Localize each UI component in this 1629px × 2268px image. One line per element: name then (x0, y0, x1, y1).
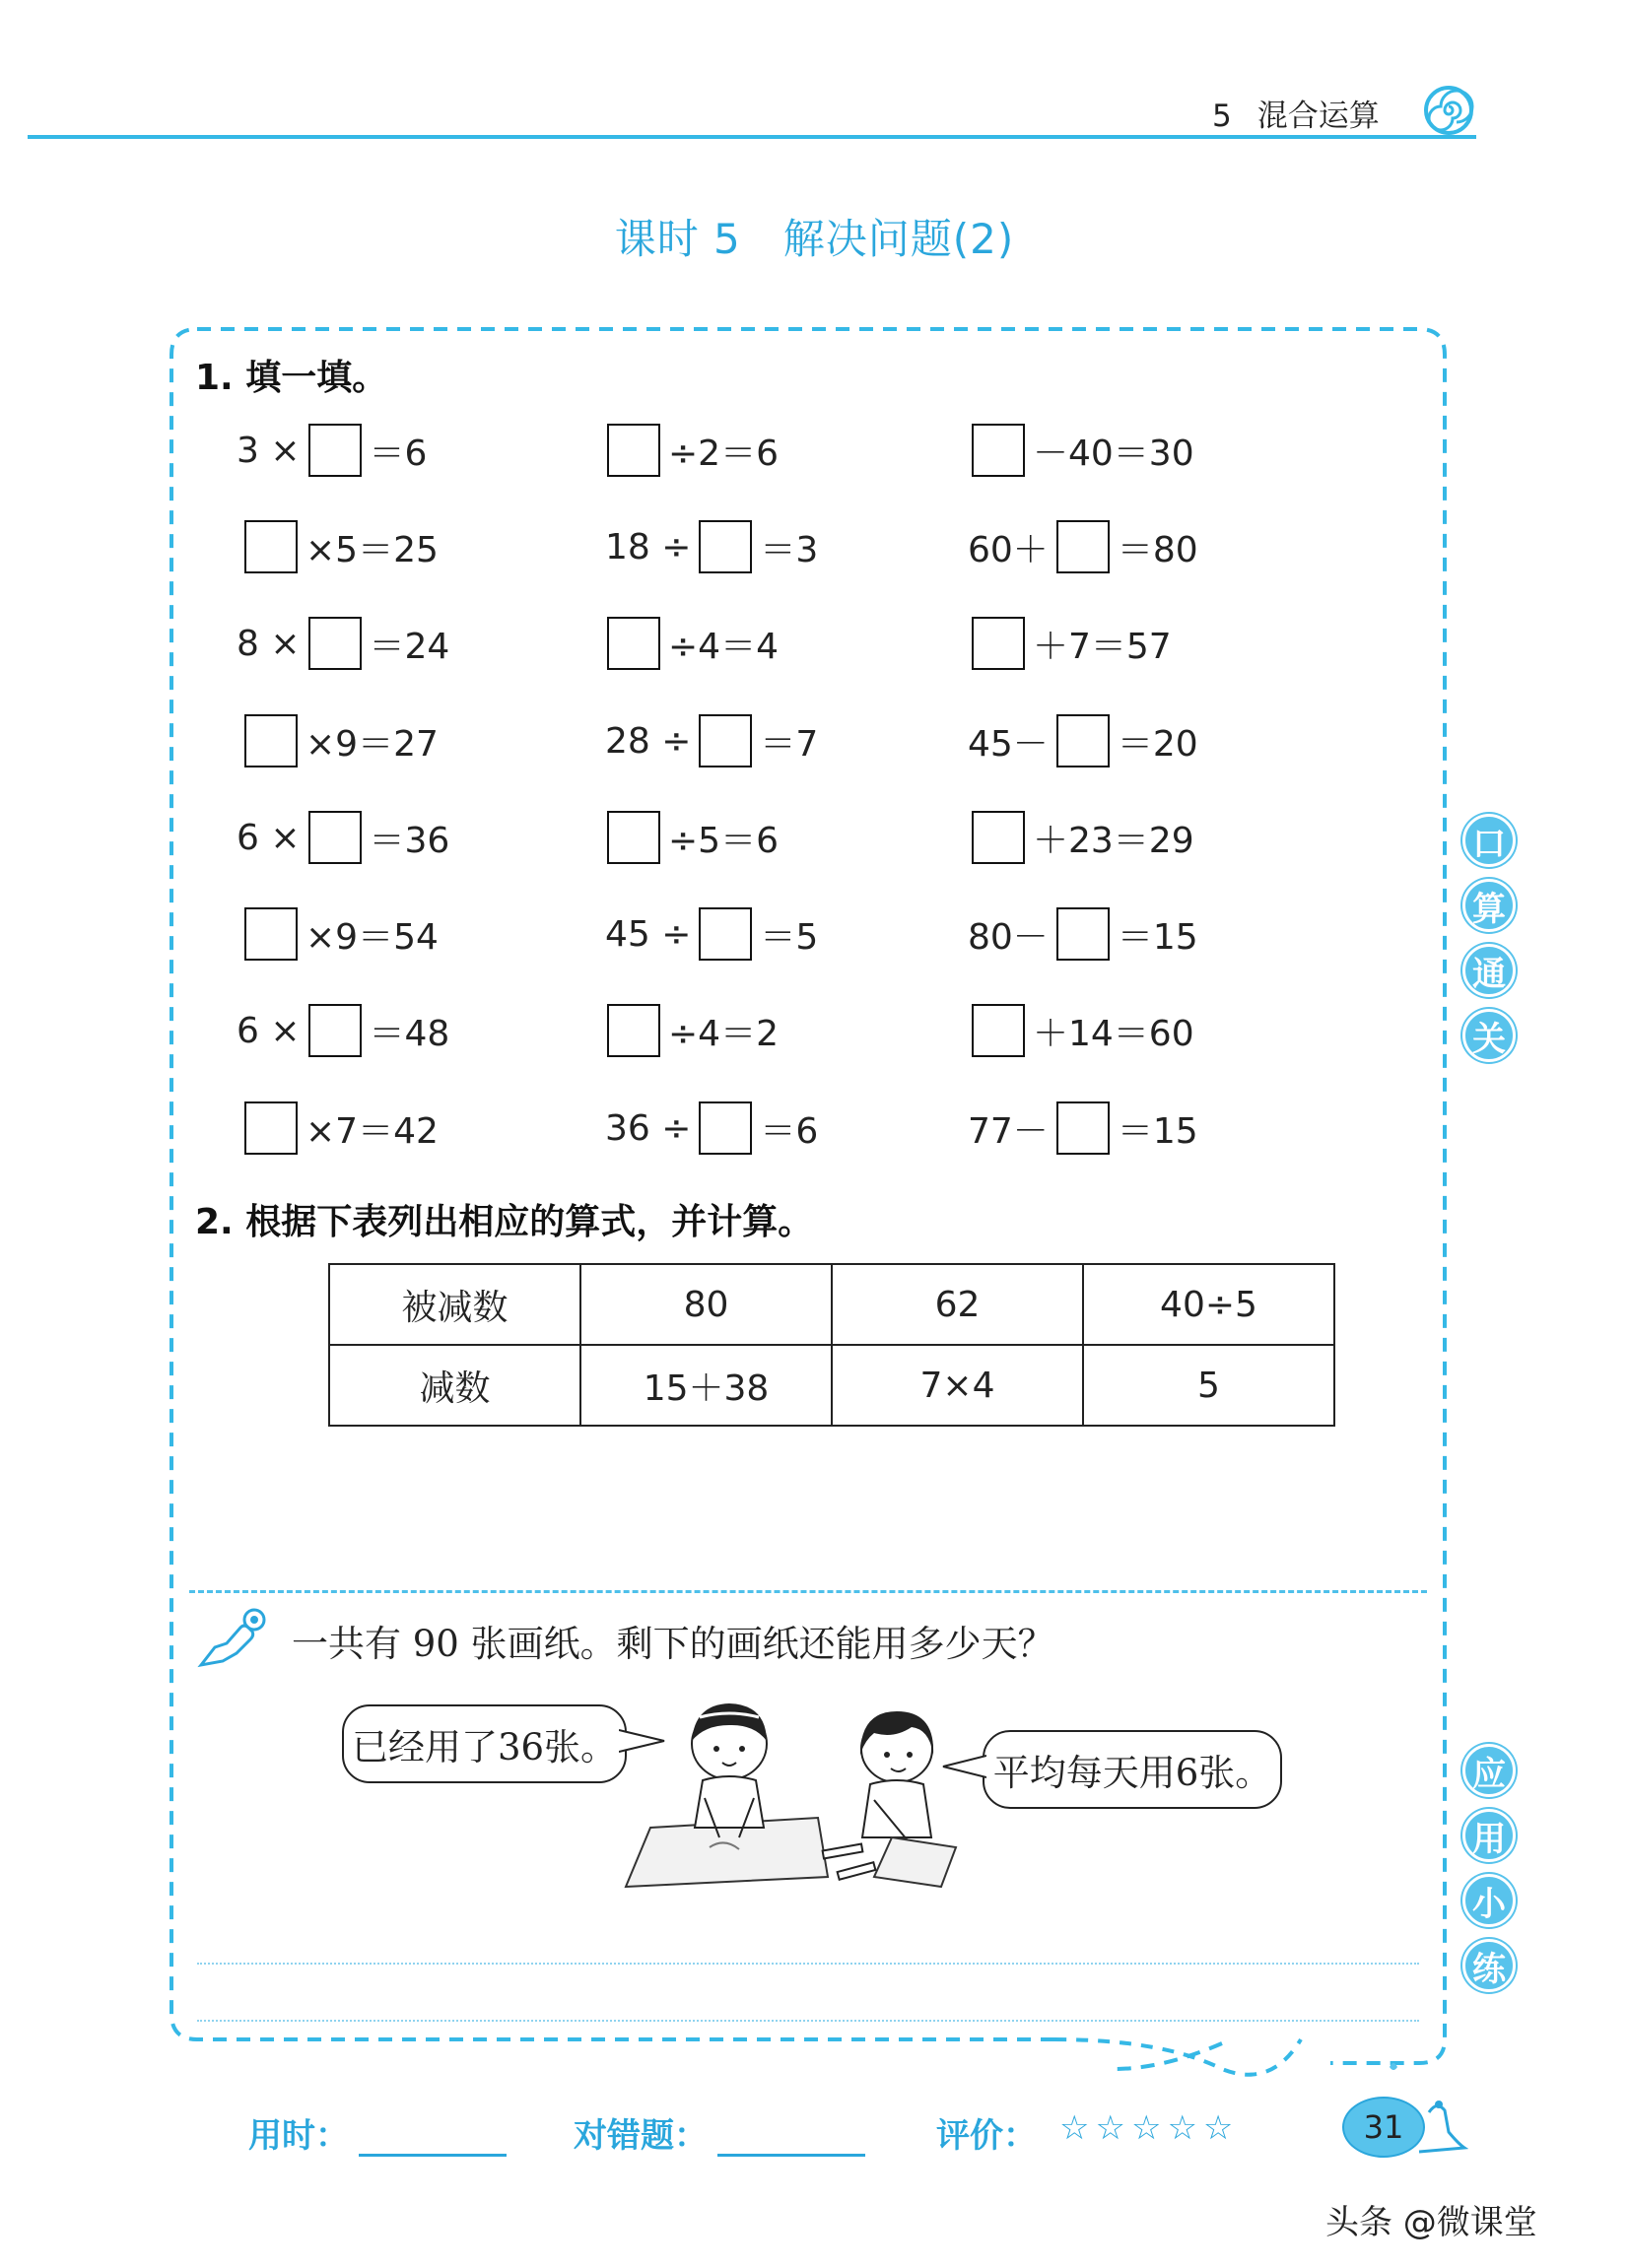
answer-box[interactable] (699, 714, 752, 767)
equation: ÷4＝2 (607, 1004, 779, 1057)
answer-box[interactable] (607, 617, 660, 670)
lesson-title: 课时 5 解决问题(2) (614, 215, 1015, 263)
equation: 60＋ ＝80 (968, 520, 1198, 573)
speech-bubble-left: 已经用了36张。 (342, 1704, 627, 1783)
answer-box[interactable] (244, 520, 298, 573)
side-tab-char: 应 (1462, 1744, 1516, 1797)
equation: 8 × ＝24 (237, 617, 449, 670)
equation: ÷2＝6 (607, 424, 779, 477)
section1-label: 1. 填一填。 (195, 358, 388, 398)
equation: 3 × ＝6 (237, 424, 427, 477)
answer-box[interactable] (244, 907, 298, 961)
answer-box[interactable] (244, 714, 298, 767)
answer-box[interactable] (1056, 1101, 1110, 1155)
table-row (329, 1345, 1334, 1426)
equation: ×5＝25 (244, 520, 439, 573)
rating: 评价： (936, 2116, 1037, 2156)
answer-box[interactable] (607, 1004, 660, 1057)
side-tab-char: 通 (1462, 944, 1516, 997)
answer-box[interactable] (607, 811, 660, 864)
equation: ÷4＝4 (607, 617, 779, 670)
answer-box[interactable] (308, 424, 362, 477)
equation: ＋23＝29 (972, 811, 1194, 864)
side-tab-char: 口 (1462, 814, 1516, 867)
side-tab-char: 用 (1462, 1809, 1516, 1862)
equation: ×7＝42 (244, 1101, 439, 1155)
answer-box[interactable] (308, 617, 362, 670)
answer-box[interactable] (972, 1004, 1025, 1057)
equation: 6 × ＝48 (237, 1004, 449, 1057)
errors-blank[interactable] (717, 2146, 865, 2157)
page-number: 31 (1342, 2097, 1425, 2158)
rating-stars[interactable]: ☆☆☆☆☆ (1059, 2108, 1240, 2148)
equation: 28 ÷ ＝7 (605, 714, 818, 767)
table-row (329, 1264, 1334, 1345)
answer-box[interactable] (607, 424, 660, 477)
answer-box[interactable] (244, 1101, 298, 1155)
equation: 18 ÷ ＝3 (605, 520, 818, 573)
data-table (328, 1263, 1335, 1427)
equation: 36 ÷ ＝6 (605, 1101, 818, 1155)
header-rule (28, 135, 1476, 139)
answer-line (197, 2020, 1419, 2022)
equation: ＋14＝60 (972, 1004, 1194, 1057)
answer-box[interactable] (699, 907, 752, 961)
equation: 45 ÷ ＝5 (605, 907, 818, 961)
equation: ＋7＝57 (972, 617, 1172, 670)
side-tab-char: 小 (1462, 1874, 1516, 1927)
table-cell: 被减数 (329, 1264, 580, 1345)
answer-box[interactable] (1056, 907, 1110, 961)
side-tab-char: 关 (1462, 1009, 1516, 1062)
time-used: 用时： (248, 2108, 507, 2157)
answer-line (197, 1963, 1419, 1965)
equation: 80－ ＝15 (968, 907, 1198, 961)
children-drawing-illustration (616, 1690, 971, 1897)
chapter-number: 5 (1212, 99, 1232, 134)
side-tab-char: 算 (1462, 879, 1516, 932)
equation: ×9＝54 (244, 907, 439, 961)
answer-box[interactable] (699, 520, 752, 573)
error-count: 对错题： (574, 2108, 865, 2157)
equation: 6 × ＝36 (237, 811, 449, 864)
table-cell: 80 (580, 1264, 832, 1345)
watermark: 头条 @微课堂 (1325, 2203, 1537, 2242)
answer-box[interactable] (972, 617, 1025, 670)
answer-box[interactable] (1056, 714, 1110, 767)
table-cell: 7×4 (832, 1345, 1083, 1426)
answer-box[interactable] (1056, 520, 1110, 573)
table-cell: 15＋38 (580, 1345, 832, 1426)
answer-box[interactable] (308, 811, 362, 864)
equation: 45－ ＝20 (968, 714, 1198, 767)
chapter-heading (1212, 91, 1380, 135)
answer-box[interactable] (972, 424, 1025, 477)
table-cell: 5 (1083, 1345, 1334, 1426)
chapter-title: 混合运算 (1256, 99, 1380, 134)
pointing-hand-icon (193, 1604, 272, 1673)
section2-label: 2. 根据下表列出相应的算式，并计算。 (195, 1202, 814, 1242)
table-cell: 40÷5 (1083, 1264, 1334, 1345)
spiral-icon (1423, 85, 1474, 136)
time-blank[interactable] (359, 2146, 507, 2157)
table-cell: 62 (832, 1264, 1083, 1345)
equation: ×9＝27 (244, 714, 439, 767)
problem-text: 一共有 90 张画纸。剩下的画纸还能用多少天？ (292, 1623, 1054, 1665)
side-tab-char: 练 (1462, 1939, 1516, 1992)
answer-box[interactable] (308, 1004, 362, 1057)
section-separator (189, 1590, 1427, 1593)
table-cell: 减数 (329, 1345, 580, 1426)
speech-bubble-right: 平均每天用6张。 (983, 1730, 1282, 1809)
equation: 77－ ＝15 (968, 1101, 1198, 1155)
equation: －40＝30 (972, 424, 1194, 477)
answer-box[interactable] (972, 811, 1025, 864)
equation: ÷5＝6 (607, 811, 779, 864)
answer-box[interactable] (699, 1101, 752, 1155)
